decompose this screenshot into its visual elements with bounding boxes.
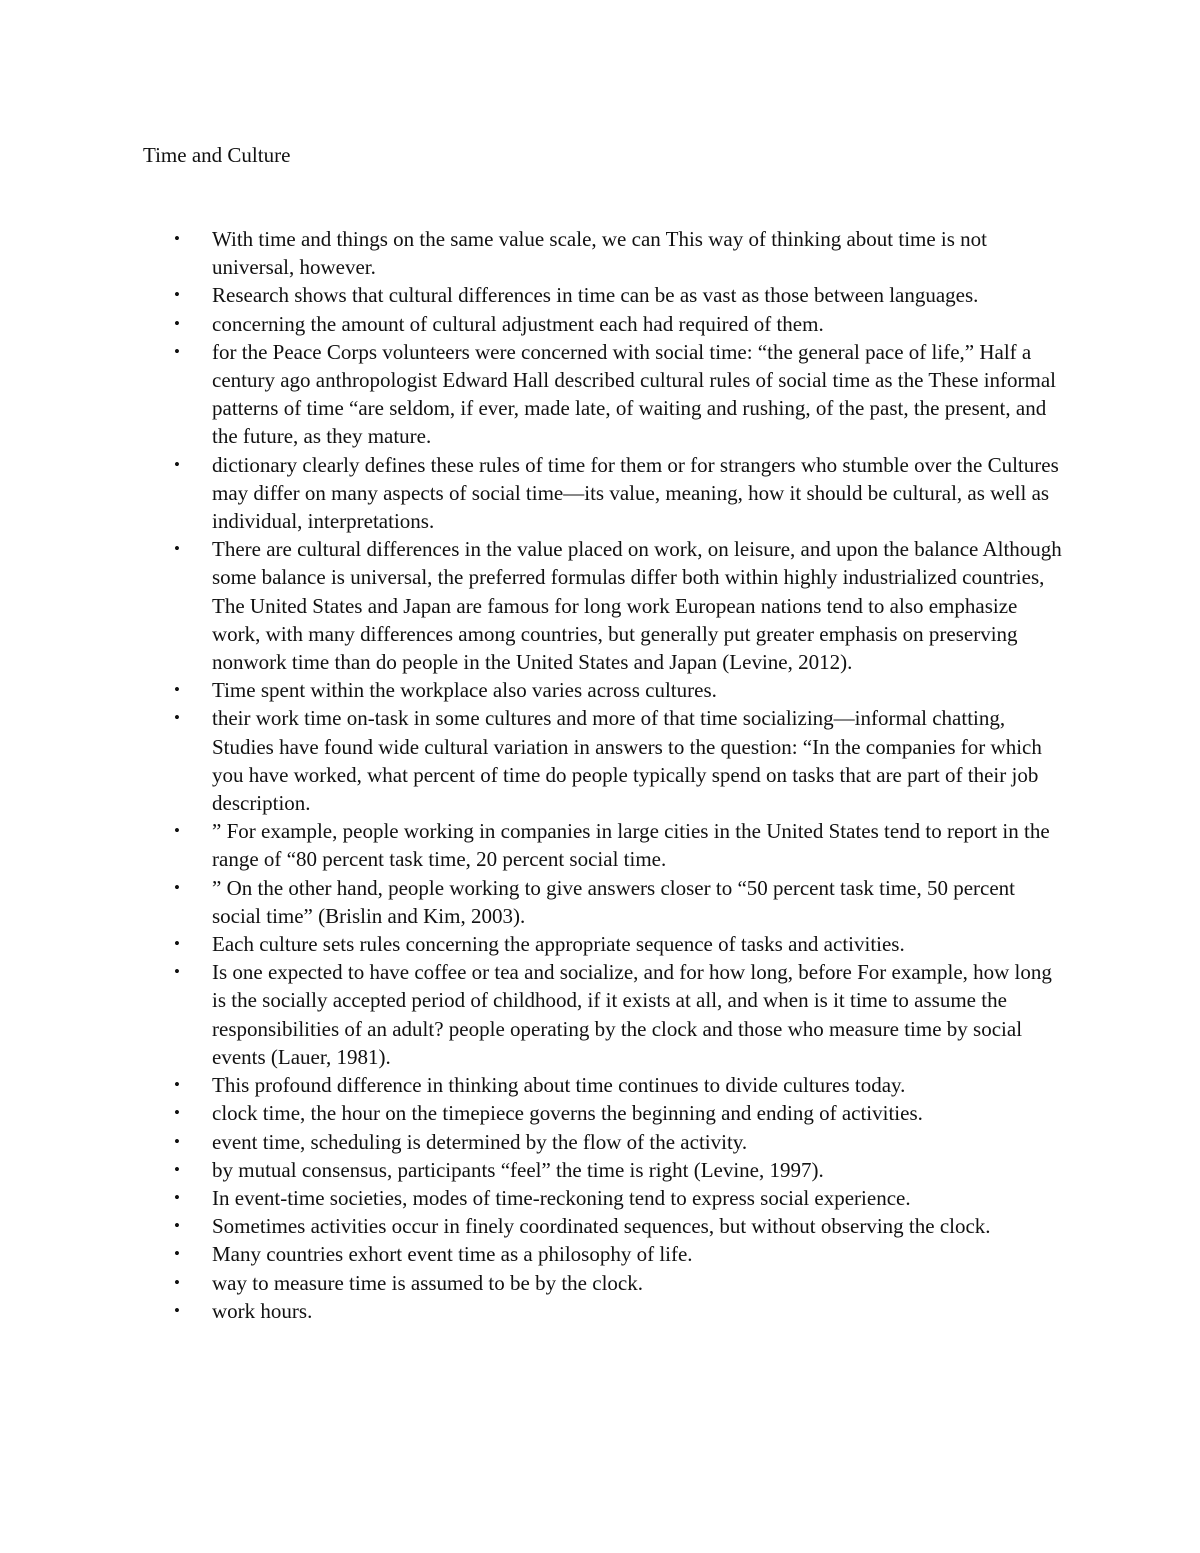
list-item-text: Each culture sets rules concerning the appropriate sequence of tasks and activities. [212, 932, 905, 957]
list-item-text: Is one expected to have coffee or tea and socialize, and for how long, before For example, how long is the socially accepted period of childhood, if it exists at all, and when is it time to assume the responsibilities of an adult? people operating by the clock and those who measure time by social events (Lauer, 1981). [212, 960, 1052, 1069]
list-item-text: their work time on-task in some cultures and more of that time socializing—informal chatting, Studies have found wide cultural variation in answers to the question: “In the companies for which you have worked, what percent of time do people typically spend on tasks that are part of their job description. [212, 706, 1042, 816]
list-item-text: for the Peace Corps volunteers were concerned with social time: “the general pace of life,” Half a century ago anthropologist Edward Hall described cultural rules of social time as the These informal patterns of time “are seldom, if ever, made late, of waiting and rushing, of the past, the present, and the future, as they mature. [212, 339, 1057, 449]
bullet-list [172, 225, 1067, 1325]
list-item [172, 451, 1067, 536]
list-item [172, 676, 1067, 704]
bullet-icon: • [174, 313, 180, 333]
list-item-text: This profound difference in thinking about time continues to divide cultures today. [212, 1073, 906, 1098]
list-item [172, 1099, 1067, 1127]
bullet-icon: • [174, 1187, 180, 1207]
list-item-text: dictionary clearly defines these rules of time for them or for strangers who stumble over the Cultures may differ on many aspects of social time—its value, meaning, how it should be cultural, as well as individual, interpretations. [212, 452, 1059, 534]
list-item-text: There are cultural differences in the value placed on work, on leisure, and upon the balance Although some balance is universal, the preferred formulas differ both within highly industrialized countries, The United States and Japan are famous for long work European nations tend to also emphasize work, with many differences among countries, but generally put greater emphasis on preserving nonwork time than do people in the United States and Japan (Levine, 2012). [212, 537, 1062, 675]
bullet-icon: • [174, 285, 180, 305]
list-item-text: work hours. [212, 1298, 313, 1323]
list-item [172, 1184, 1067, 1212]
list-item [172, 874, 1067, 930]
bullet-icon: • [174, 341, 180, 361]
list-item-text: ” On the other hand, people working to give answers closer to “50 percent task time, 50 percent social time” (Brislin and Kim, 2003). [212, 875, 1015, 928]
list-item-text: clock time, the hour on the timepiece governs the beginning and ending of activities. [212, 1101, 923, 1126]
bullet-icon: • [174, 821, 180, 841]
list-item-text: With time and things on the same value scale, we can This way of thinking about time is not universal, however. [212, 227, 988, 280]
list-item-text: way to measure time is assumed to be by the clock. [212, 1270, 643, 1295]
bullet-icon: • [174, 1075, 180, 1095]
list-item [172, 1071, 1067, 1099]
list-item [172, 338, 1067, 451]
list-item [172, 1156, 1067, 1184]
list-item-text: concerning the amount of cultural adjustment each had required of them. [212, 311, 824, 336]
list-item-text: Time spent within the workplace also varies across cultures. [212, 678, 717, 703]
list-item [172, 1128, 1067, 1156]
list-item [172, 1269, 1067, 1297]
list-item [172, 1212, 1067, 1240]
list-item-text: In event-time societies, modes of time-reckoning tend to express social experience. [212, 1185, 911, 1210]
list-item-text: by mutual consensus, participants “feel” the time is right (Levine, 1997). [212, 1157, 824, 1182]
list-item [172, 958, 1067, 1071]
document-title: Time and Culture [143, 143, 291, 167]
bullet-icon: • [174, 962, 180, 982]
list-item [172, 225, 1067, 281]
list-item-text: Many countries exhort event time as a philosophy of life. [212, 1242, 693, 1267]
bullet-icon: • [174, 229, 180, 248]
list-item-text: Sometimes activities occur in finely coordinated sequences, but without observing the clock. [212, 1214, 991, 1239]
bullet-icon: • [174, 934, 180, 954]
bullet-icon: • [174, 1300, 180, 1320]
bullet-icon: • [174, 1216, 180, 1236]
bullet-icon: • [174, 1131, 180, 1151]
bullet-icon: • [174, 1159, 180, 1179]
list-item [172, 535, 1067, 676]
bullet-icon: • [174, 1272, 180, 1292]
bullet-icon: • [174, 1244, 180, 1264]
list-item-text: Research shows that cultural differences in time can be as vast as those between languages. [212, 283, 979, 308]
list-item-text: event time, scheduling is determined by the flow of the activity. [212, 1129, 748, 1154]
list-item [172, 310, 1067, 338]
bullet-icon: • [174, 454, 180, 474]
list-item [172, 1297, 1067, 1325]
bullet-icon: • [174, 680, 180, 700]
list-item [172, 704, 1067, 817]
list-item-text: ” For example, people working in companies in large cities in the United States tend to report in the range of “80 percent task time, 20 percent social time. [212, 819, 1050, 872]
list-item [172, 930, 1067, 958]
bullet-icon: • [174, 539, 180, 559]
list-item [172, 817, 1067, 873]
list-item [172, 1240, 1067, 1268]
list-item [172, 281, 1067, 309]
bullet-icon: • [174, 877, 180, 897]
bullet-icon: • [174, 708, 180, 728]
bullet-icon: • [174, 1103, 180, 1123]
